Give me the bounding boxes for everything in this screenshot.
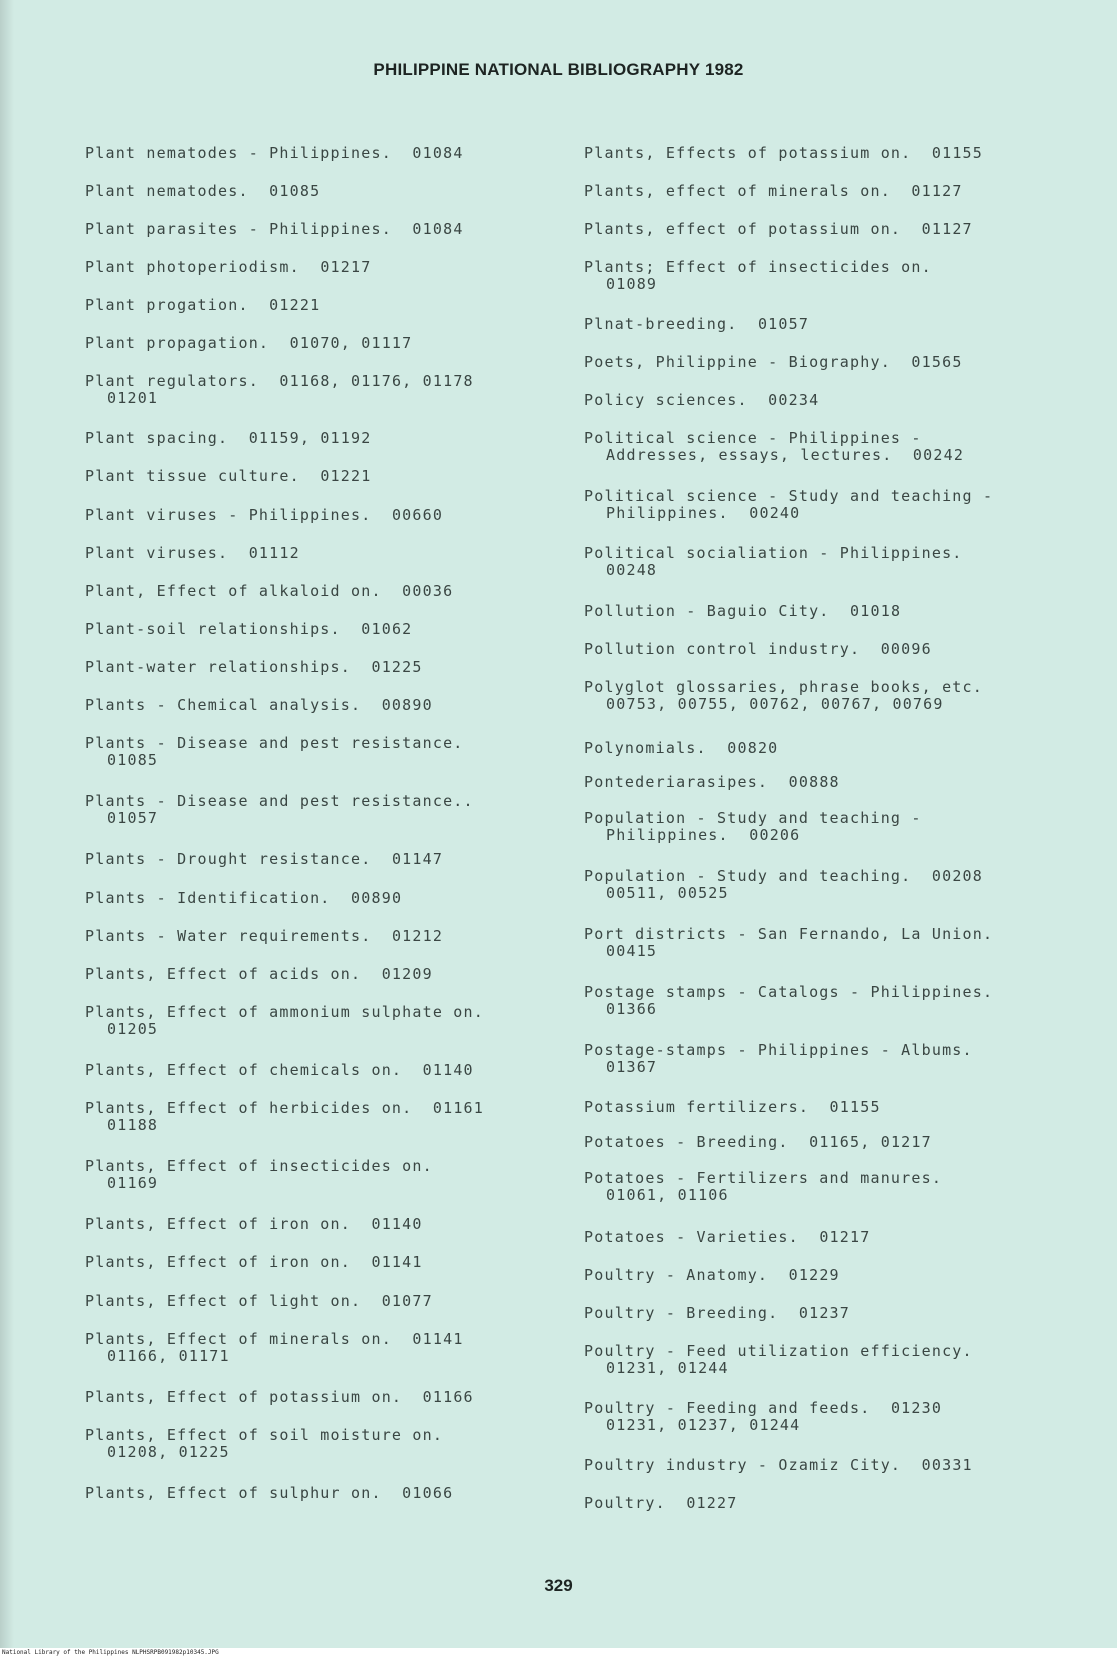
index-entry: Plants, Effect of light on. 01077: [85, 1292, 433, 1310]
index-entry: Plant viruses. 01112: [85, 544, 300, 562]
page-edge-shadow: [0, 0, 14, 1658]
index-entry: Population - Study and teaching - Philippines. 00206: [584, 809, 922, 844]
index-entry: Pollution control industry. 00096: [584, 640, 932, 658]
index-entry: Plnat-breeding. 01057: [584, 315, 810, 333]
index-entry: Plants, Effect of iron on. 01141: [85, 1253, 423, 1271]
index-entry: Population - Study and teaching. 00208 00511, 00525: [584, 867, 984, 902]
index-entry: Plant-water relationships. 01225: [85, 658, 423, 676]
index-entry: Plant regulators. 01168, 01176, 01178 01201: [85, 372, 474, 407]
index-entry: Plants - Disease and pest resistance. 01085: [85, 734, 464, 769]
index-entry: Plants, Effect of potassium on. 01166: [85, 1388, 474, 1406]
index-entry: Potatoes - Breeding. 01165, 01217: [584, 1133, 932, 1151]
index-entry: Poultry - Feeding and feeds. 01230 01231, 01237, 01244: [584, 1399, 943, 1434]
index-entry: Plants, effect of minerals on. 01127: [584, 182, 963, 200]
index-entry: Plants, Effect of ammonium sulphate on. 01205: [85, 1003, 484, 1038]
index-entry: Political science - Philippines - Addresses, essays, lectures. 00242: [584, 429, 965, 464]
index-entry: Plant parasites - Philippines. 01084: [85, 220, 464, 238]
index-entry: Plants - Identification. 00890: [85, 889, 403, 907]
index-entry: Plants, Effect of iron on. 01140: [85, 1215, 423, 1233]
scan-footer: [0, 1648, 1117, 1658]
index-entry: Potatoes - Varieties. 01217: [584, 1228, 871, 1246]
index-entry: Polyglot glossaries, phrase books, etc. 00753, 00755, 00762, 00767, 00769: [584, 678, 983, 713]
index-entry: Plants - Chemical analysis. 00890: [85, 696, 433, 714]
index-entry: Plants, Effect of acids on. 01209: [85, 965, 433, 983]
index-entry: Postage-stamps - Philippines - Albums. 01367: [584, 1041, 973, 1076]
index-entry: Plants, Effects of potassium on. 01155: [584, 144, 984, 162]
index-entry: Plants, Effect of soil moisture on. 01208, 01225: [85, 1426, 444, 1461]
index-entry: Poets, Philippine - Biography. 01565: [584, 353, 963, 371]
scan-credit: National Library of the Philippines NLPHSRPB091982p10345.JPG: [2, 1649, 219, 1656]
index-entry: Postage stamps - Catalogs - Philippines. 01366: [584, 983, 994, 1018]
index-entry: Plant progation. 01221: [85, 296, 321, 314]
index-entry: Plants, Effect of insecticides on. 01169: [85, 1157, 433, 1192]
page-title: PHILIPPINE NATIONAL BIBLIOGRAPHY 1982: [373, 60, 744, 79]
index-entry: Plant nematodes - Philippines. 01084: [85, 144, 464, 162]
index-entry: Plants, effect of potassium on. 01127: [584, 220, 973, 238]
index-entry: Plant spacing. 01159, 01192: [85, 429, 372, 447]
index-entry: Plants; Effect of insecticides on. 01089: [584, 258, 932, 293]
index-entry: Poultry. 01227: [584, 1494, 738, 1512]
index-entry: Plant propagation. 01070, 01117: [85, 334, 413, 352]
index-entry: Plant-soil relationships. 01062: [85, 620, 413, 638]
index-entry: Poultry - Anatomy. 01229: [584, 1266, 840, 1284]
index-entry: Plant nematodes. 01085: [85, 182, 321, 200]
index-entry: Policy sciences. 00234: [584, 391, 820, 409]
index-entry: Political socialiation - Philippines. 00248: [584, 544, 963, 579]
index-entry: Pollution - Baguio City. 01018: [584, 602, 902, 620]
index-entry: Plant photoperiodism. 01217: [85, 258, 372, 276]
index-entry: Plants - Drought resistance. 01147: [85, 850, 444, 868]
index-entry: Poultry - Breeding. 01237: [584, 1304, 851, 1322]
index-entry: Pontederiarasipes. 00888: [584, 773, 840, 791]
index-entry: Plants, Effect of minerals on. 01141 01166, 01171: [85, 1330, 464, 1365]
index-entry: Port districts - San Fernando, La Union. 00415: [584, 925, 994, 960]
index-entry: Plants, Effect of herbicides on. 01161 01188: [85, 1099, 485, 1134]
index-entry: Plants - Disease and pest resistance.. 01057: [85, 792, 474, 827]
index-entry: Poultry industry - Ozamiz City. 00331: [584, 1456, 973, 1474]
index-entry: Potassium fertilizers. 01155: [584, 1098, 881, 1116]
index-entry: Plants - Water requirements. 01212: [85, 927, 444, 945]
index-entry: Political science - Study and teaching - Philippines. 00240: [584, 487, 994, 522]
index-entry: Plant viruses - Philippines. 00660: [85, 506, 444, 524]
page-number: 329: [544, 1576, 573, 1595]
index-entry: Potatoes - Fertilizers and manures. 01061, 01106: [584, 1169, 943, 1204]
index-entry: Poultry - Feed utilization efficiency. 01231, 01244: [584, 1342, 973, 1377]
index-entry: Plants, Effect of chemicals on. 01140: [85, 1061, 474, 1079]
index-entry: Polynomials. 00820: [584, 739, 779, 757]
index-entry: Plant tissue culture. 01221: [85, 467, 372, 485]
index-entry: Plant, Effect of alkaloid on. 00036: [85, 582, 454, 600]
index-entry: Plants, Effect of sulphur on. 01066: [85, 1484, 454, 1502]
